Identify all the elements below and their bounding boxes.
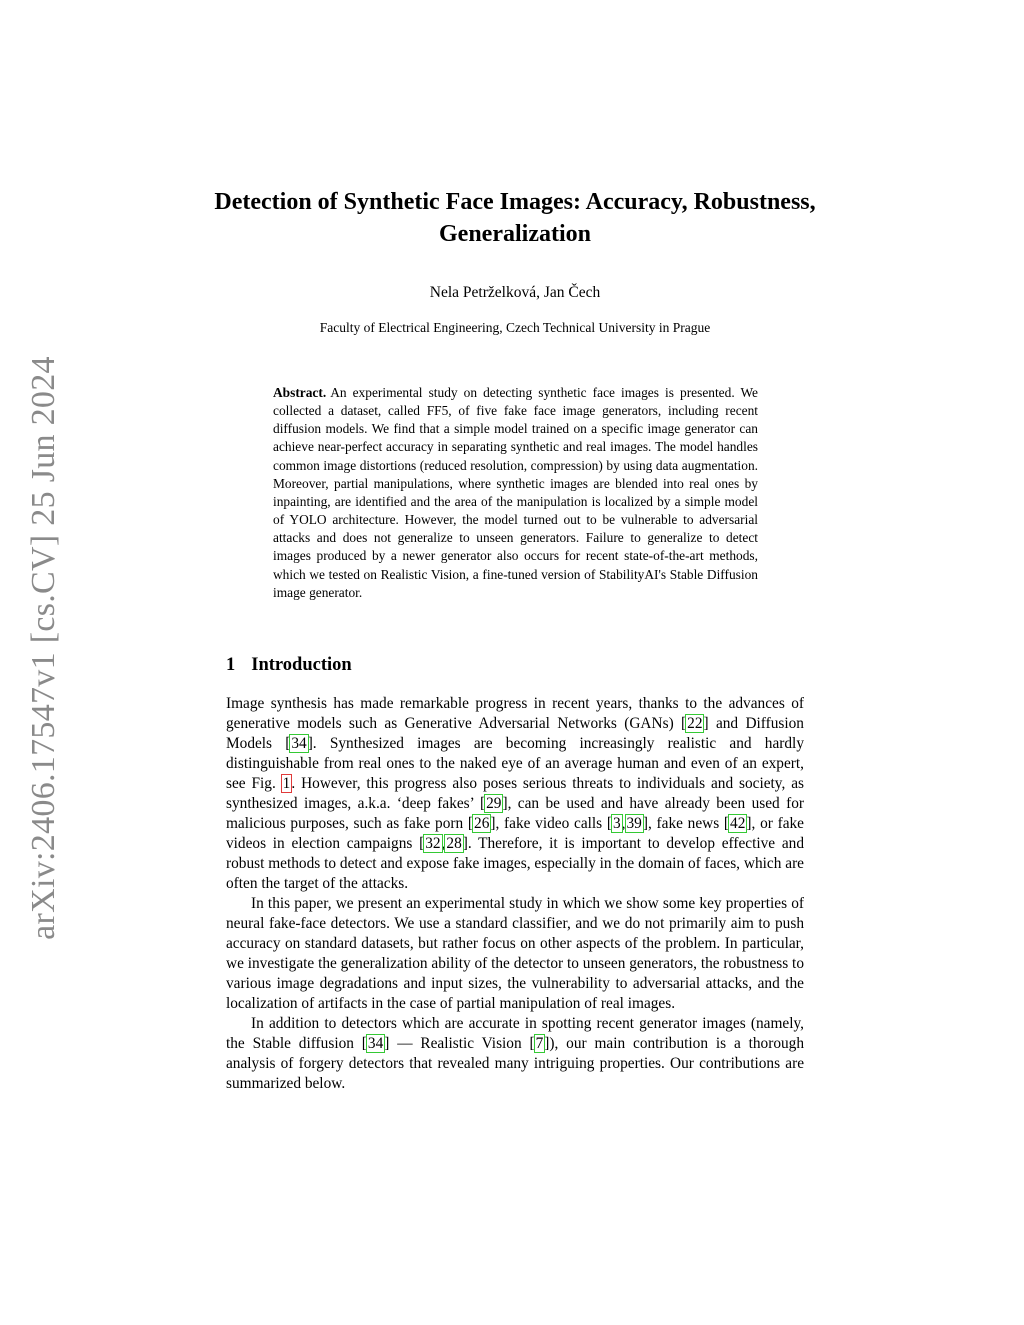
paragraph-1 xyxy=(226,694,804,894)
arxiv-identifier-stamp: arXiv:2406.17547v1 [cs.CV] 25 Jun 2024 xyxy=(25,356,62,940)
paragraph-3 xyxy=(226,1014,804,1094)
section-number: 1 xyxy=(226,655,236,675)
citation-link[interactable]: 32 xyxy=(425,835,441,852)
text-run: ] — Realistic Vision [ xyxy=(384,1035,535,1052)
citation-link[interactable]: 29 xyxy=(486,795,502,812)
text-run: ], can be used and have already been used for malicious purposes, such as fake porn [ xyxy=(226,795,804,832)
citation-link[interactable]: 42 xyxy=(730,815,746,832)
text-run: , xyxy=(441,835,446,852)
text-run: . However, this progress also poses serious threats to individuals and society, as synthesized images, a.k.a. ‘deep fakes’ [ xyxy=(226,775,804,812)
citation-link[interactable]: 3 xyxy=(612,815,621,832)
citation-link[interactable]: 34 xyxy=(367,1035,384,1052)
citation-link[interactable]: 34 xyxy=(291,735,307,752)
text-run: , xyxy=(621,815,626,832)
paper-title: Detection of Synthetic Face Images: Accuracy, Robustness, Generalization xyxy=(214,189,816,247)
citation-link[interactable]: 7 xyxy=(535,1035,544,1052)
abstract-label: Abstract. xyxy=(273,385,327,400)
section-title: Introduction xyxy=(251,655,352,675)
text-run: In addition to detectors which are accurate in spotting recent generator images (namely, the Stable diffusion [ xyxy=(226,1015,804,1052)
text-run: ], fake video calls [ xyxy=(490,815,612,832)
citation-link[interactable]: 26 xyxy=(474,815,490,832)
introduction-body xyxy=(226,694,804,1094)
figure-reference-link[interactable]: 1 xyxy=(282,775,291,792)
citation-link[interactable]: 22 xyxy=(687,715,703,732)
abstract xyxy=(273,384,758,602)
text-run: ]. Synthesized images are becoming increasingly realistic and hardly distinguishable from real ones to the naked eye of an average human and even of an expert, see Fig. xyxy=(226,735,804,792)
text-run: ], fake news [ xyxy=(642,815,730,832)
citation-link[interactable]: 39 xyxy=(626,815,642,832)
affiliation: Faculty of Electrical Engineering, Czech Technical University in Prague xyxy=(319,320,711,335)
text-run: ], or fake videos in election campaigns [ xyxy=(226,815,804,852)
section-heading xyxy=(226,653,352,677)
authors: Nela Petrželková, Jan Čech xyxy=(429,284,601,301)
paragraph-2: In this paper, we present an experimental study in which we show some key properties of neural fake-face detectors. We use a standard classifier, and we do not primarily aim to push accuracy on standard datasets, but rather focus on other aspects of the problem. In particular, we investigate the generalization ability of the detector to unseen generators, the robustness to various image degradations and input sizes, the vulnerability to adversarial attacks, and the localization of artifacts in the case of partial manipulation of real images. xyxy=(226,895,804,1012)
citation-link[interactable]: 28 xyxy=(446,835,462,852)
text-run: Image synthesis has made remarkable progress in recent years, thanks to the advances of generative models such as Generative Adversarial Networks (GANs) [ xyxy=(226,695,804,732)
text-run: ]. Therefore, it is important to develop effective and robust methods to detect and expose fake images, especially in the domain of faces, which are often the target of the attacks. xyxy=(226,835,804,892)
text-run: ] and Diffusion Models [ xyxy=(226,715,804,752)
abstract-text: An experimental study on detecting synthetic face images is presented. We collected a dataset, called FF5, of five fake face image generators, including recent diffusion models. We find that a simple model trained on a specific image generator can achieve near-perfect accuracy in separating synthetic and real images. The model handles common image distortions (reduced resolution, compression) by using data augmentation. Moreover, partial manipulations, where synthetic images are blended into real ones by inpainting, are identified and the area of the manipulation is localized by a simple model of YOLO architecture. However, the model turned out to be vulnerable to adversarial attacks and does not generalize to unseen generators. Failure to generalize to detect images produced by a newer generator also occurs for recent state-of-the-art methods, which we tested on Realistic Vision, a fine-tuned version of StabilityAI's Stable Diffusion image generator. xyxy=(273,385,758,600)
text-run: ]), our main contribution is a thorough analysis of forgery detectors that revealed many intriguing properties. Our contributions are summarized below. xyxy=(226,1035,805,1092)
